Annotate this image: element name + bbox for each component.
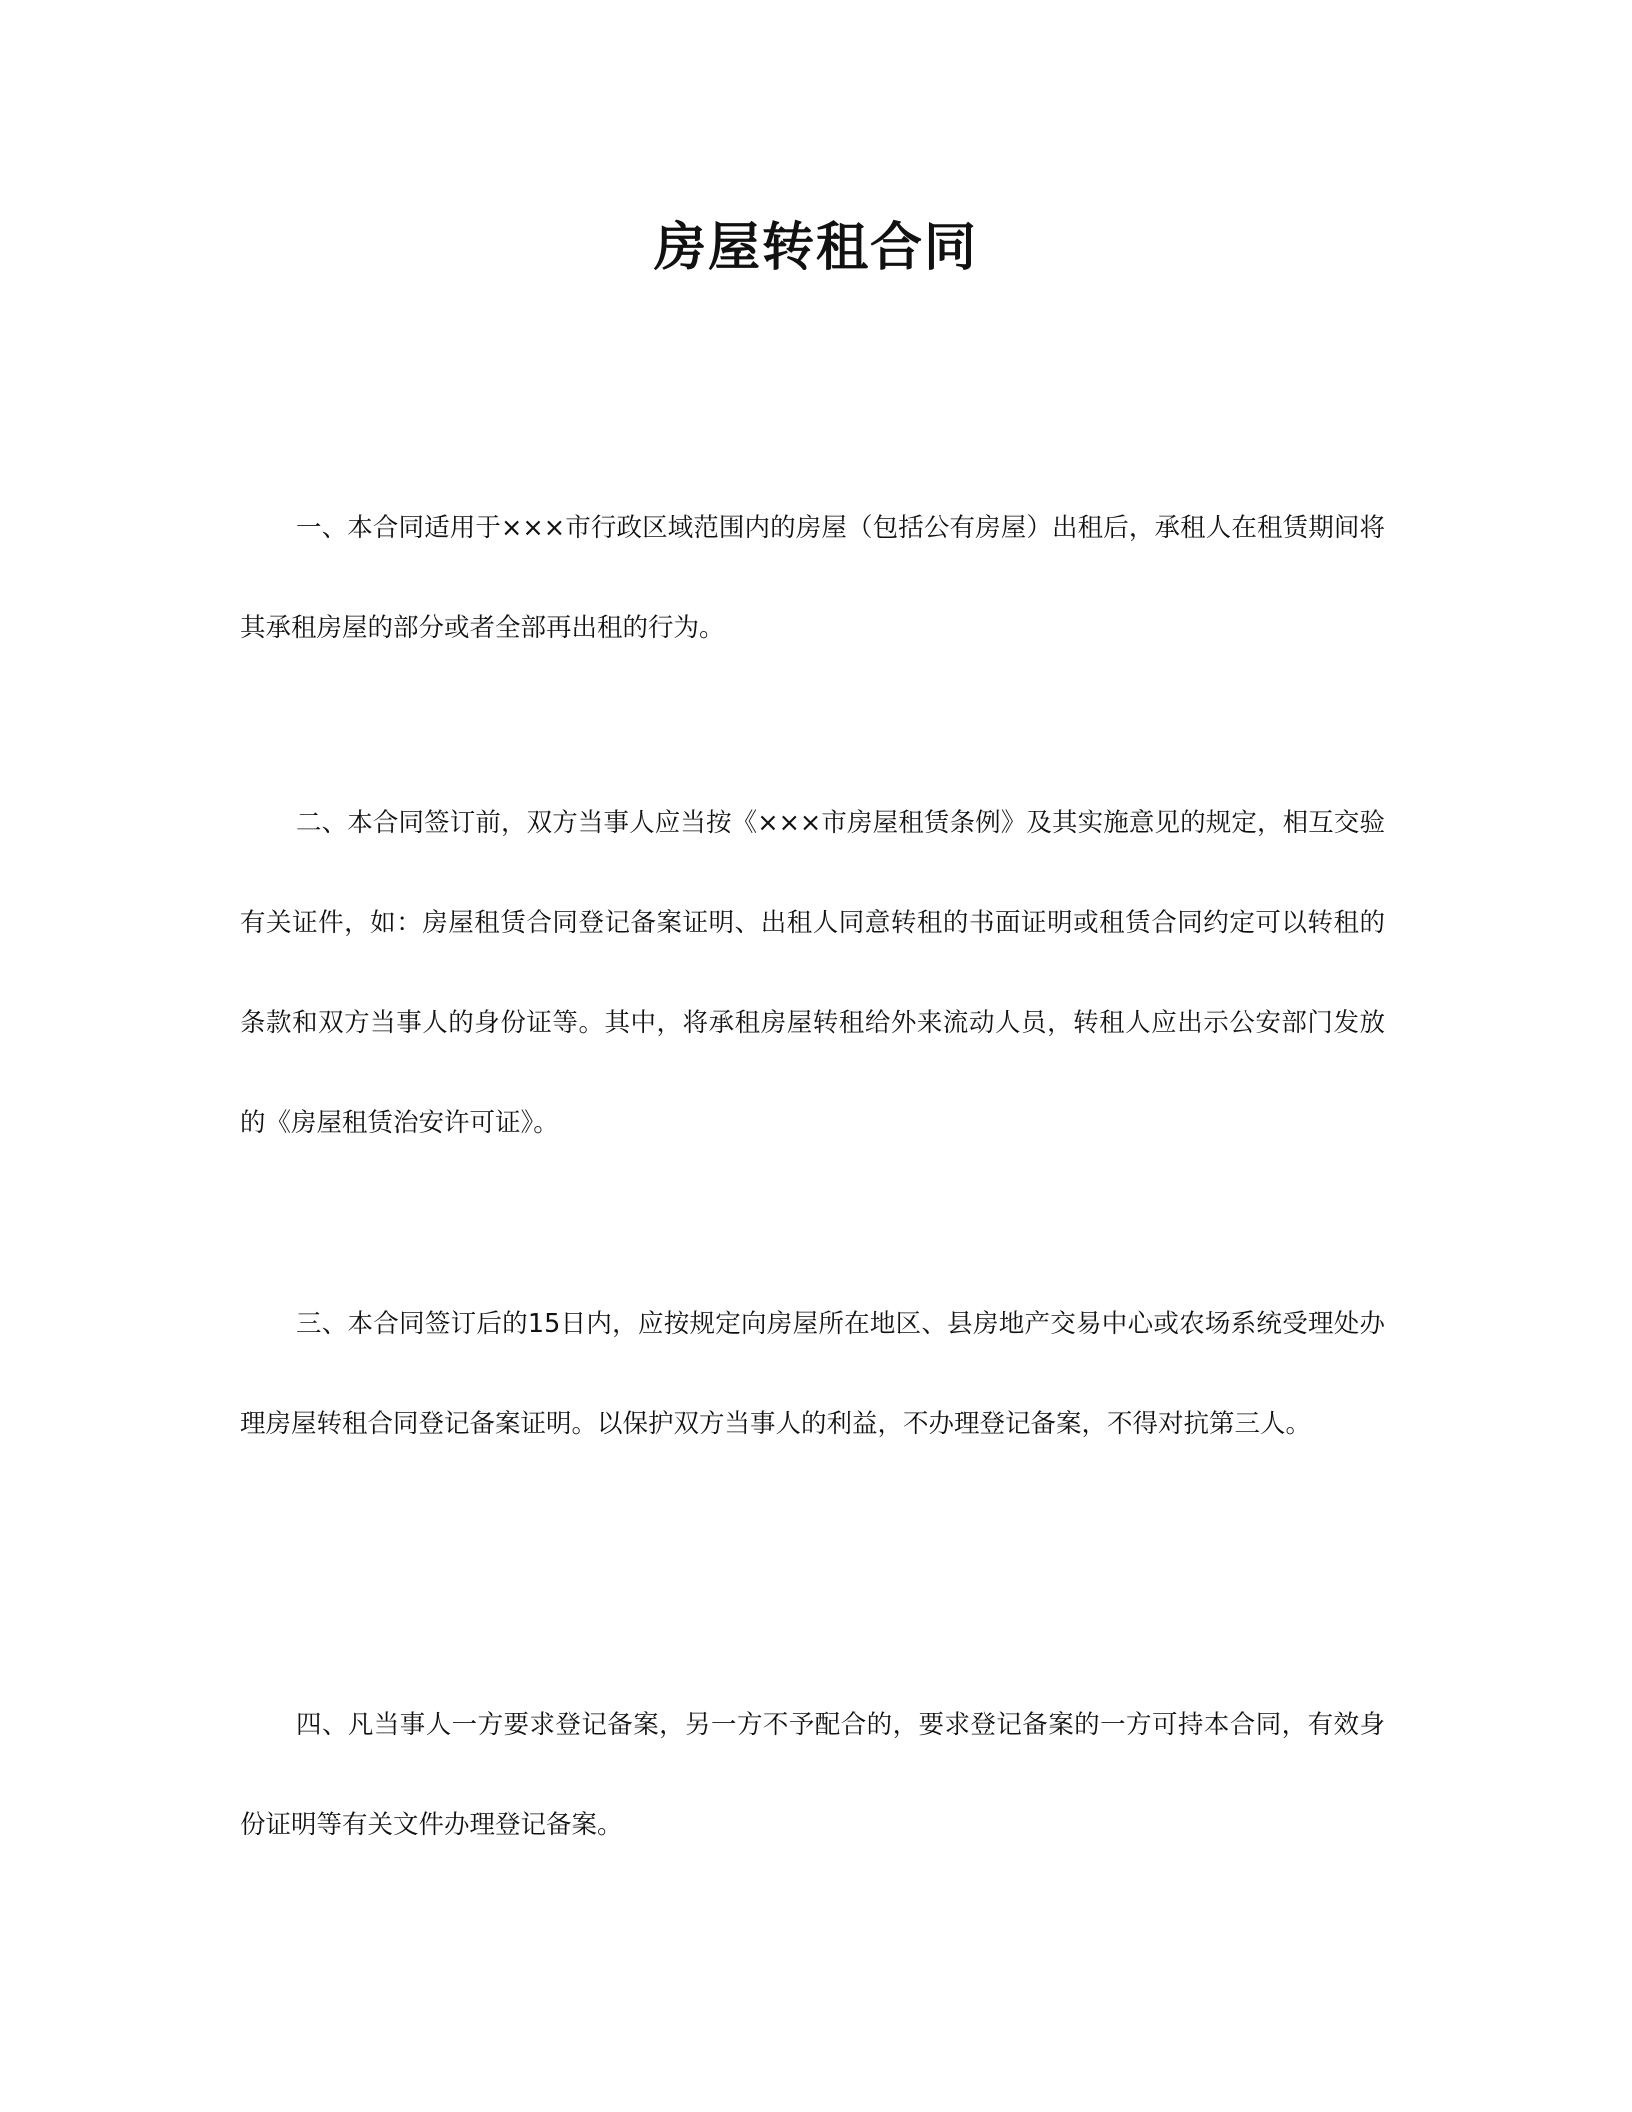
clause-3: 三、本合同签订后的15日内，应按规定向房屋所在地区、县房地产交易中心或农场系统受理处办理房屋转租合同登记备案证明。以保护双方当事人的利益，不办理登记备案，不得对抗第三人。 [240, 1309, 1385, 1439]
clause-4: 四、凡当事人一方要求登记备案，另一方不予配合的，要求登记备案的一方可持本合同，有效身份证明等有关文件办理登记备案。 [240, 1710, 1385, 1840]
clause-2: 二、本合同签订前，双方当事人应当按《×××市房屋租赁条例》及其实施意见的规定，相互交验有关证件，如：房屋租赁合同登记备案证明、出租人同意转租的书面证明或租赁合同约定可以转租的条款和双方当事人的身份证等。其中，将承租房屋转租给外来流动人员，转租人应出示公安部门发放的《房屋租赁治安许可证》。 [240, 808, 1385, 1138]
clause-1: 一、本合同适用于×××市行政区域范围内的房屋（包括公有房屋）出租后，承租人在租赁期间将其承租房屋的部分或者全部再出租的行为。 [240, 513, 1385, 643]
document-title: 房屋转租合同 [653, 218, 978, 278]
